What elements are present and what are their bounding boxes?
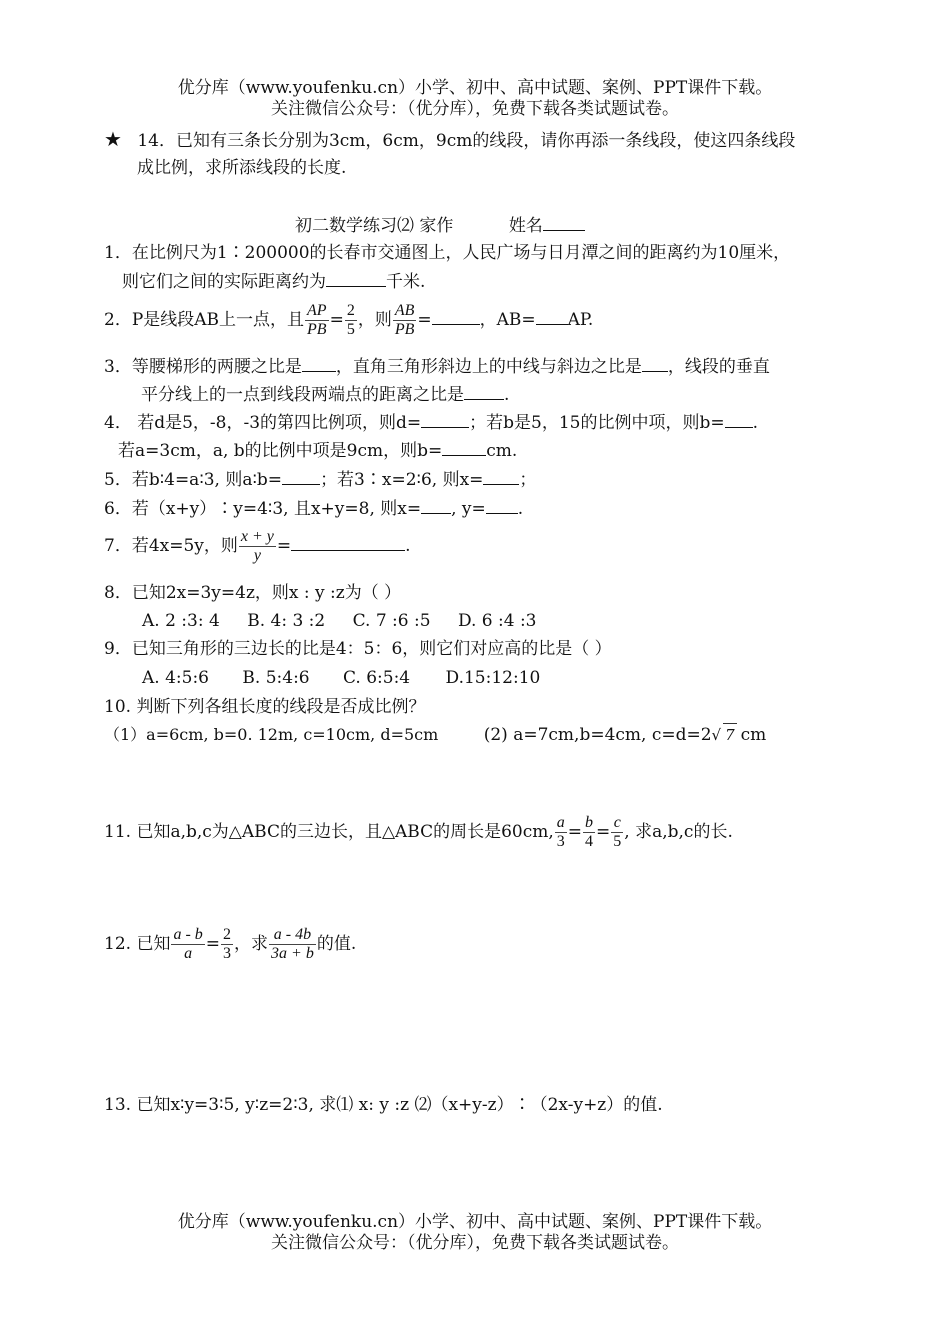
q6-blank-1: [421, 497, 451, 514]
q4-text-e: cm.: [486, 441, 518, 461]
q8-option-c: C. 7 :6 :5: [352, 611, 431, 631]
q5-text-a: 5．若b∶4=a∶3, 则a∶b=: [104, 470, 283, 490]
q3-text-a: 3．等腰梯形的两腰之比是: [104, 357, 302, 377]
section-title: [295, 214, 585, 237]
header-line-2: 关注微信公众号：（优分库），免费下载各类试题试卷。: [271, 99, 679, 119]
q5-blank-2: [483, 468, 519, 485]
q1-line-1: 1．在比例尺为1∶200000的长春市交通图上，人民广场与日月潭之间的距离约为10厘米，: [104, 243, 791, 263]
q12-text-b: ，求: [234, 934, 269, 954]
footer-line-2: 关注微信公众号：（优分库），免费下载各类试题试卷。: [271, 1233, 679, 1253]
q4-text-c: .: [752, 413, 759, 433]
q4-text-a: 4． 若d是5，-8，-3的第四比例项，则d=: [104, 413, 422, 433]
q7-fraction: $\frac{x + y}{y}$: [240, 528, 274, 564]
q3-text-b: ，直角三角形斜边上的中线与斜边之比是: [335, 357, 642, 377]
q2-fraction-ab-pb: $\frac{AB}{PB}$: [394, 302, 415, 338]
q4-line-1: [104, 411, 758, 434]
q8-stem: 8．已知2x=3y=4z，则x : y :z为（ ）: [104, 583, 402, 603]
q4-text-b: ；若b是5，15的比例中项，则b=: [469, 413, 725, 433]
q3-blank-2: [642, 355, 668, 372]
q2-text-e: AP.: [567, 310, 594, 330]
q4-text-d: 若a=3cm，a, b的比例中项是9cm，则b=: [118, 441, 443, 461]
q3-text-e: .: [504, 385, 510, 405]
q10-part-2-unit: cm: [740, 725, 767, 745]
question-7: [104, 526, 411, 568]
question-6: [104, 497, 523, 520]
q10-part-1: （1）a=6cm, b=0. 12m, c=10cm, d=5cm: [104, 725, 439, 744]
q11-fraction-a-3: $\frac{a}{3}$: [556, 814, 565, 850]
q10-part-2-text: (2) a=7cm,b=4cm, c=d=2: [483, 725, 712, 745]
q14-line-2: 成比例，求所添线段的长度.: [137, 158, 347, 178]
q11-fraction-c-5: $\frac{c}{5}$: [613, 814, 622, 850]
q2-text-c: =: [417, 310, 432, 330]
q3-line-1: [104, 355, 770, 378]
question-13: 13. 已知x∶y=3∶5, y∶z=2∶3, 求⑴ x: y :z ⑵（x+y-z）∶（2x-y+z）的值.: [104, 1095, 663, 1115]
q8-option-d: D. 6 :4 :3: [457, 611, 537, 631]
q12-fraction-1: $\frac{a - b}{a}$: [173, 926, 203, 962]
question-5: [104, 468, 536, 491]
q11-fraction-b-4: $\frac{b}{4}$: [585, 814, 594, 850]
q6-text-b: , y=: [451, 499, 486, 519]
q2-eq: =: [329, 310, 344, 330]
q10-stem: 10. 判断下列各组长度的线段是否成比例？: [104, 697, 426, 717]
name-blank: [543, 214, 585, 231]
q11-text-a: 11. 已知a,b,c为△ABC的三边长，且△ABC的周长是60cm,: [104, 822, 554, 842]
q3-blank-3: [464, 383, 504, 400]
q2-blank-2: [536, 308, 568, 325]
q3-text-d: 平分线上的一点到线段两端点的距离之比是: [141, 385, 464, 405]
q12-fraction-2-3: $\frac{2}{3}$: [223, 926, 232, 962]
q10-parts: [104, 723, 766, 746]
q1-blank: [326, 270, 386, 287]
name-label: 姓名: [508, 216, 543, 236]
q8-options: [142, 610, 537, 632]
q2-text-a: 2．P是线段AB上一点，且: [104, 310, 305, 330]
q6-text-a: 6．若（x+y）∶y=4∶3, 且x+y=8, 则x=: [104, 499, 422, 519]
question-12: [104, 924, 356, 968]
q11-eq-2: =: [596, 822, 611, 842]
q5-blank-1: [282, 468, 320, 485]
question-2: [104, 300, 593, 342]
q2-blank-1: [432, 308, 480, 325]
q12-eq: =: [205, 934, 221, 954]
q2-text-b: ，则: [357, 310, 392, 330]
q8-option-a: A. 2 :3: 4: [142, 611, 220, 631]
q1-text-b: 千米.: [386, 272, 426, 292]
q8-option-b: B. 4: 3 :2: [247, 611, 326, 631]
q12-text-a: 12. 已知: [104, 934, 171, 954]
q10-root: 7: [723, 723, 737, 746]
q4-blank-2: [725, 411, 753, 428]
q7-text-a: 7．若4x=5y，则: [104, 536, 238, 556]
q14-line-1: 14．已知有三条长分别为3cm，6cm，9cm的线段，请你再添一条线段，使这四条线段: [137, 131, 796, 151]
q9-stem: 9．已知三角形的三边长的比是4：5：6，则它们对应高的比是（ ）: [104, 639, 612, 659]
section-title-text: 初二数学练习⑵ 家作: [295, 216, 454, 236]
q11-eq-1: =: [567, 822, 583, 842]
q7-text-c: .: [405, 536, 411, 556]
question-11: [104, 812, 733, 856]
q4-blank-1: [421, 411, 469, 428]
header-line-1: 优分库（www.youfenku.cn）小学、初中、高中试题、案例、PPT课件下载。: [177, 78, 773, 98]
q9-option-a: A. 4:5:6: [142, 668, 209, 688]
q12-text-c: 的值.: [316, 934, 357, 954]
q3-line-2: [141, 383, 509, 406]
q9-option-d: D.15:12:10: [445, 668, 541, 688]
q2-fraction-ap-pb: $\frac{AP}{PB}$: [307, 302, 327, 338]
q11-text-b: , 求a,b,c的长.: [624, 822, 733, 842]
q6-text-c: .: [517, 499, 524, 519]
q9-option-c: C. 6:5:4: [343, 668, 411, 688]
q9-option-b: B. 5:4:6: [242, 668, 310, 688]
q1-line-2: [122, 270, 425, 293]
sqrt-icon: √: [711, 726, 722, 744]
q4-blank-3: [442, 439, 486, 456]
q7-blank: [291, 534, 405, 551]
q2-text-d: ，AB=: [479, 310, 536, 330]
q2-fraction-2-5: $\frac{2}{5}$: [346, 302, 355, 338]
q3-blank-1: [302, 355, 336, 372]
q12-fraction-3: $\frac{a - 4b}{3a + b}$: [271, 926, 314, 962]
q7-eq: =: [276, 536, 292, 556]
q1-text-a: 则它们之间的实际距离约为: [122, 272, 326, 292]
star-icon: ★: [104, 127, 122, 151]
q3-text-c: ，线段的垂直: [667, 357, 770, 377]
q9-options: [142, 667, 540, 689]
footer-line-1: 优分库（www.youfenku.cn）小学、初中、高中试题、案例、PPT课件下载。: [177, 1212, 773, 1232]
question-14: [104, 128, 795, 152]
q6-blank-2: [486, 497, 518, 514]
q5-text-c: ；: [519, 470, 537, 490]
q5-text-b: ；若3∶x=2∶6, 则x=: [320, 470, 484, 490]
q4-line-2: [118, 439, 517, 462]
